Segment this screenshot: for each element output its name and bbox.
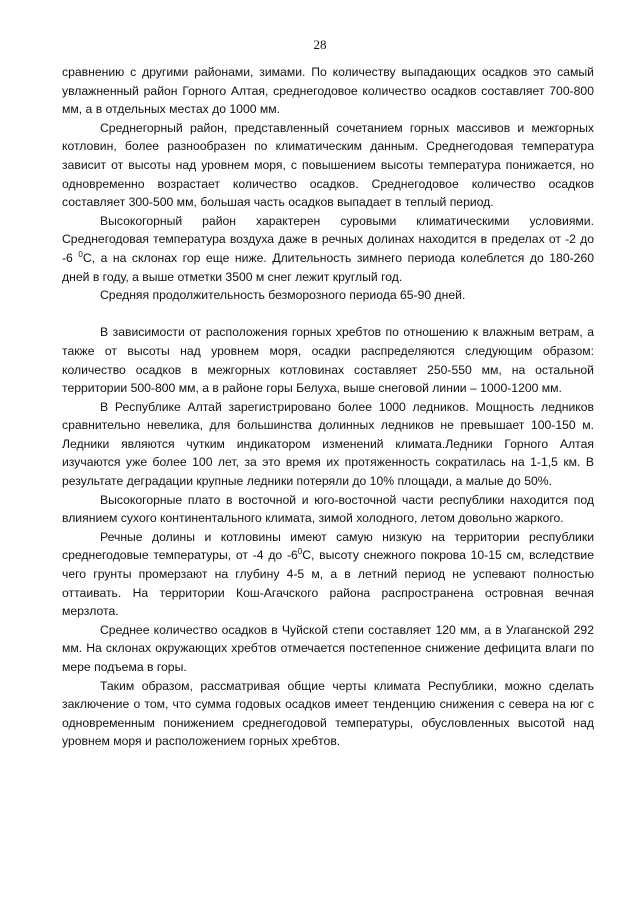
paragraph: Среднее количество осадков в Чуйской степи составляет 120 мм, а в Улаганской 292 мм. На склонах окружающих хребтов отмечается постепенное снижение дефицита влаги по мере подъема в горы. bbox=[62, 622, 594, 674]
paragraph-text: С, высоту снежного покрова 10-15 см, вследствие чего грунты промерзают на глубину 4-5 м, а в летний период не успевают полностью оттаивать. На территории Кош-Агачского района распространена островная вечная мерзлота. bbox=[62, 548, 594, 619]
paragraph: В зависимости от расположения горных хребтов по отношению к влажным ветрам, а также от высоты над уровнем моря, осадки распределяются следующим образом: количество осадков в межгорных котловинах составляет 250-550 мм, на остальной территории 500-800 мм, а в районе горы Белуха, выше снеговой линии – 1000-1200 мм. bbox=[62, 325, 594, 396]
degree-superscript: 0 bbox=[78, 249, 83, 259]
paragraph: Средняя продолжительность безморозного периода 65-90 дней. bbox=[100, 288, 466, 303]
page-number: 28 bbox=[313, 37, 327, 52]
paragraph-text: Речные долины и котловины имеют самую низкую на территории республики среднегодовые температуры, от -4 до -6 bbox=[62, 529, 594, 563]
paragraph: сравнению с другими районами, зимами. По количеству выпадающих осадков это самый увлажненный район Горного Алтая, среднегодовое количество осадков составляет 700-800 мм, а в отдельных местах до 1000 мм. bbox=[62, 65, 594, 117]
paragraph-text: С, а на склонах гор еще ниже. Длительность зимнего периода колеблется до 180-260 дней в году, а выше отметки 3500 м снег лежит круглый год. bbox=[62, 250, 595, 284]
paragraph-text: Высокогорный район характерен суровыми климатическими условиями. Среднегодовая температура воздуха даже в речных долинах находится в пределах от -2 до -6 bbox=[62, 213, 594, 265]
paragraph bbox=[62, 528, 594, 621]
degree-superscript: 0 bbox=[297, 547, 303, 557]
paragraph bbox=[62, 212, 594, 286]
paragraph: Таким образом, рассматривая общие черты климата Республики, можно сделать заключение о том, что сумма годовых осадков имеет тенденцию снижения с севера на юг с одновременным понижением среднегодовой температуры, обусловленных высотой над уровнем моря и расположением горных хребтов. bbox=[62, 678, 594, 749]
paragraph: Среднегорный район, представленный сочетанием горных массивов и межгорных котловин, более разнообразен по климатическим данным. Среднегодовая температура зависит от высоты над уровнем моря, с повышением высоты температура понижается, но одновременно возрастает количество осадков. Среднегодовое количество осадков составляет 300-500 мм, большая часть осадков выпадает в теплый период. bbox=[62, 120, 594, 210]
paragraph: В Республике Алтай зарегистрировано более 1000 ледников. Мощность ледников сравнительно невелика, для большинства долинных ледников не превышает 100-150 м. Ледники являются чутким индикатором изменений климата.Ледники Горного Алтая изучаются уже более 100 лет, за это время их протяженность сократилась на 1-1,5 км. В результате деградации крупные ледники потеряли до 10% площади, а малые до 50%. bbox=[62, 399, 594, 489]
paragraph: Высокогорные плато в восточной и юго-восточной части республики находится под влиянием сухого континентального климата, зимой холодного, летом довольно жаркого. bbox=[62, 492, 594, 526]
document-body bbox=[62, 63, 594, 751]
